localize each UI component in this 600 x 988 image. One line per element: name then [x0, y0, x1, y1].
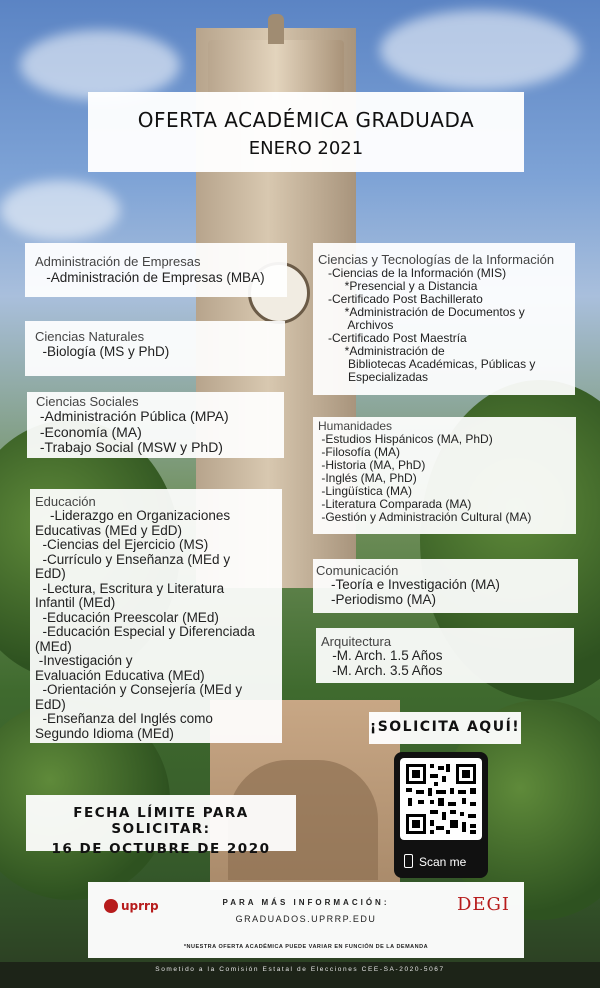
program-item: -Biología (MS y PhD) — [35, 344, 170, 359]
bg-cloud — [380, 10, 580, 90]
footer-text: Sometido a la Comisión Estatal de Elecciones CEE-SA-2020-5067 — [155, 966, 445, 973]
program-box-sociales — [27, 392, 284, 458]
program-item: Segundo Idioma (MEd) — [35, 725, 174, 741]
program-item: Especializadas — [318, 370, 429, 384]
program-item: -Investigación y — [35, 653, 133, 668]
program-item: -Gestión y Administración Cultural (MA) — [318, 510, 532, 524]
uprrp-logo: uprrp — [104, 899, 159, 913]
page-title: OFERTA ACADÉMICA GRADUADA — [137, 108, 475, 132]
program-item: Evaluación Educativa (MEd) — [35, 667, 205, 683]
info-note: *NUESTRA OFERTA ACADÉMICA PUEDE VARIAR EN FUNCIÓN DE LA DEMANDA — [183, 944, 429, 950]
program-box-naturales — [25, 321, 285, 376]
program-category: Comunicación — [316, 563, 399, 578]
program-box-arquitectura — [316, 628, 574, 683]
phone-icon — [404, 854, 413, 868]
footer — [0, 962, 600, 988]
bg-tower-top — [208, 40, 344, 100]
program-item: *Administración de Documentos y — [318, 305, 525, 319]
program-item: EdD) — [35, 566, 66, 581]
qr-scan-label: Scan me — [404, 854, 466, 869]
program-item: -Ciencias del Ejercicio (MS) — [35, 537, 209, 552]
program-item: -M. Arch. 3.5 Años — [321, 662, 443, 678]
program-category: Ciencias y Tecnologías de la Información — [318, 252, 555, 267]
program-item: -Educación Preescolar (MEd) — [35, 609, 219, 625]
program-item: *Administración de — [318, 344, 445, 358]
program-item: -Ciencias de la Información (MIS) — [318, 266, 507, 280]
program-box-educacion — [30, 489, 282, 743]
deadline-date: 16 DE OCTUBRE DE 2020 — [51, 841, 271, 857]
program-item: -Enseñanza del Inglés como — [35, 711, 213, 726]
deadline-label: FECHA LÍMITE PARA SOLICITAR: — [73, 805, 249, 837]
program-item: -Administración Pública (MPA) — [36, 408, 229, 424]
program-item: -Certificado Post Maestría — [318, 331, 467, 345]
program-item: -Periodismo (MA) — [316, 591, 437, 607]
title-box — [88, 92, 524, 172]
program-item: -Literatura Comparada (MA) — [318, 497, 472, 511]
info-heading: PARA MÁS INFORMACIÓN: — [222, 898, 390, 907]
program-item: -Liderazgo en Organizaciones — [35, 508, 231, 523]
program-box-admin — [25, 243, 287, 297]
program-item: Archivos — [318, 318, 394, 332]
program-category: Ciencias Naturales — [35, 329, 145, 344]
qr-card[interactable] — [394, 752, 488, 878]
info-url-link[interactable]: GRADUADOS.UPRRP.EDU — [235, 914, 377, 924]
program-item: EdD) — [35, 696, 66, 712]
bg-cloud — [20, 30, 180, 100]
program-item: -Economía (MA) — [36, 423, 142, 440]
program-item: -Teoría e Investigación (MA) — [316, 577, 500, 592]
program-item: -Estudios Hispánicos (MA, PhD) — [318, 432, 493, 446]
apply-button-label: ¡SOLICITA AQUÍ! — [369, 719, 521, 735]
program-item: -Currículo y Enseñanza (MEd y — [35, 551, 231, 567]
program-item: -Orientación y Consejería (MEd y — [35, 682, 243, 697]
program-item: -Historia (MA, PhD) — [318, 458, 426, 472]
program-item: -Educación Especial y Diferenciada — [35, 624, 255, 639]
program-item: -Lingüística (MA) — [318, 484, 413, 498]
program-box-comunicacion — [313, 559, 578, 613]
page-subtitle: ENERO 2021 — [248, 138, 364, 159]
program-item: -Administración de Empresas (MBA) — [35, 270, 265, 285]
deadline-box — [26, 795, 296, 857]
program-item: -Lectura, Escritura y Literatura — [35, 580, 225, 596]
program-item: -Trabajo Social (MSW y PhD) — [36, 439, 223, 455]
qr-code-icon[interactable] — [400, 758, 482, 840]
program-category: Humanidades — [318, 419, 393, 433]
info-box — [88, 882, 524, 958]
program-item: Infantil (MEd) — [35, 595, 116, 610]
program-item: Educativas (MEd y EdD) — [35, 522, 183, 538]
program-category: Ciencias Sociales — [36, 394, 139, 409]
program-item: -Certificado Post Bachillerato — [318, 292, 483, 306]
program-box-tecnologias — [313, 243, 575, 395]
program-category: Arquitectura — [321, 634, 392, 649]
bg-spire — [268, 14, 284, 44]
program-category: Educación — [35, 494, 96, 509]
program-item: (MEd) — [35, 638, 72, 654]
program-item: Bibliotecas Académicas, Públicas y — [318, 357, 536, 371]
program-item: -M. Arch. 1.5 Años — [321, 648, 443, 663]
bg-cloud — [0, 180, 120, 240]
program-item: -Inglés (MA, PhD) — [318, 471, 417, 485]
program-box-humanidades — [313, 417, 576, 534]
program-category: Administración de Empresas — [35, 254, 201, 269]
apply-button[interactable] — [369, 712, 521, 744]
program-item: *Presencial y a Distancia — [318, 279, 478, 293]
program-item: -Filosofía (MA) — [318, 445, 401, 459]
degi-logo: DEGI — [456, 894, 510, 915]
